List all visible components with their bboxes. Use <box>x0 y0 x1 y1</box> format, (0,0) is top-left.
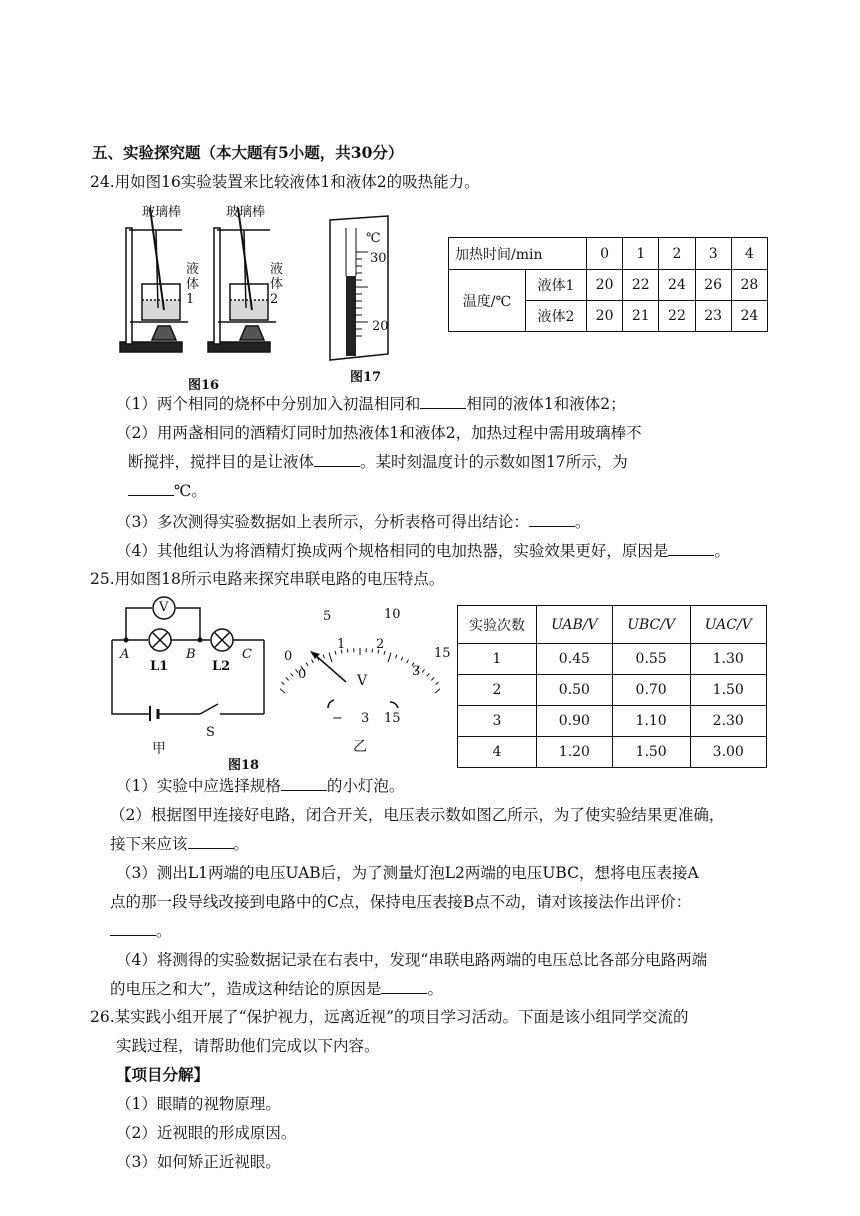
rod-label-1: 玻璃棒 <box>142 205 182 220</box>
table-cell: 1.20 <box>537 737 613 768</box>
q25-p2-text-c: 。 <box>233 835 250 853</box>
col-header: UBC/V <box>612 606 690 644</box>
q24-p4 <box>116 540 730 562</box>
apparatus-2 <box>208 208 276 352</box>
table-cell: 3.00 <box>690 737 766 768</box>
voltmeter-symbol: V <box>159 600 169 615</box>
table-cell: 4 <box>458 737 537 768</box>
q24-p2-text-d: ℃。 <box>174 482 207 500</box>
dial-bottom-2: 2 <box>376 637 385 652</box>
table-cell: 2.30 <box>690 706 766 737</box>
dial-tick <box>388 653 391 663</box>
answer-blank[interactable] <box>188 834 234 849</box>
q25-data-table <box>457 605 767 768</box>
table-cell: 26 <box>695 270 731 301</box>
table-row <box>458 737 767 768</box>
answer-blank[interactable] <box>420 394 466 409</box>
dial-bottom-0: 0 <box>298 667 307 682</box>
col-header: UAC/V <box>690 606 766 644</box>
dial-tick <box>407 659 409 663</box>
table-cell: 1.50 <box>612 737 690 768</box>
q24-p4-text-a: （4）其他组认为将酒精灯换成两个规格相同的电加热器，实验效果更好，原因是 <box>116 542 669 560</box>
answer-blank[interactable] <box>281 776 327 791</box>
terminal-15: 15 <box>384 711 401 726</box>
table-cell: 1.30 <box>690 644 766 675</box>
q24-p2-line1: （2）用两盏相同的酒精灯同时加热液体1和液体2，加热过程中需用玻璃棒不 <box>116 424 642 442</box>
q26-stem-line2: 实践过程，请帮助他们完成以下内容。 <box>116 1037 380 1055</box>
table-cell: 0.70 <box>612 675 690 706</box>
dial-bottom-3: 3 <box>412 664 421 679</box>
q25-p3-line1: （3）测出L1两端的电压UAB后，为了测量灯泡L2两端的电压UBC，想将电压表接A <box>116 864 699 882</box>
rod-label-2: 玻璃棒 <box>226 205 266 220</box>
table-row <box>458 675 767 706</box>
q26-stem-line1: 26.某实践小组开展了“保护视力，远离近视”的项目学习活动。下面是该小组同学交流的 <box>90 1008 689 1026</box>
fig16-caption: 图16 <box>188 378 220 393</box>
q24-stem: 24.用如图16实验装置来比较液体1和液体2的吸热能力。 <box>90 173 480 191</box>
dial-top-0: 0 <box>284 649 293 664</box>
dial-tick <box>306 662 308 665</box>
table-cell: 0.90 <box>537 706 613 737</box>
q25-p1-text-b: 的小灯泡。 <box>326 777 405 795</box>
dial-unit: V <box>357 673 368 689</box>
table-cell: 23 <box>695 301 731 332</box>
node-b: B <box>186 647 196 662</box>
q25-p2-line1: （2）根据图甲连接好电路，闭合开关，电压表示数如图乙所示，为了使实验结果更准确， <box>110 806 725 824</box>
table-cell: 1.10 <box>612 706 690 737</box>
table-cell: 1 <box>458 644 537 675</box>
time-header: 加热时间/min <box>449 238 587 270</box>
q25-stem: 25.用如图18所示电路来探究串联电路的电压特点。 <box>90 570 445 588</box>
q24-p2-text-c: 。某时刻温度计的示数如图17所示，为 <box>360 453 628 471</box>
dial-tick <box>396 655 397 659</box>
q25-p2-line2 <box>110 833 249 855</box>
switch-label: S <box>206 725 215 740</box>
answer-blank[interactable] <box>128 481 174 496</box>
lamp-l2-label: L2 <box>212 659 231 674</box>
dial-tick <box>335 651 336 655</box>
dial-tick <box>431 677 434 680</box>
dial-tick <box>401 657 403 661</box>
table-cell: 22 <box>659 301 695 332</box>
time-cell: 3 <box>695 238 731 270</box>
q25-p1 <box>116 775 404 797</box>
fig18-caption: 图18 <box>228 758 260 773</box>
table-cell: 0.55 <box>612 644 690 675</box>
q25-p4-text-c: 。 <box>427 980 443 998</box>
table-row <box>458 606 767 644</box>
figure-17-thermometer <box>326 214 396 362</box>
liquid1-label: 液体1 <box>186 262 200 307</box>
time-cell: 0 <box>587 238 623 270</box>
dial-top-15: 15 <box>434 646 451 661</box>
figure-16 <box>112 200 292 390</box>
q26-item: （3）如何矫正近视眼。 <box>116 1153 281 1171</box>
table-cell: 20 <box>587 301 623 332</box>
table-cell: 3 <box>458 706 537 737</box>
q24-p2-line3 <box>128 480 207 502</box>
section-title: 五、实验探究题（本大题有5小题，共30分） <box>92 143 404 162</box>
terminal-minus: − <box>332 711 343 726</box>
q24-p3 <box>116 511 590 533</box>
q25-p4-line2 <box>110 978 443 1000</box>
table-cell: 0.45 <box>537 644 613 675</box>
table-cell: 24 <box>731 301 767 332</box>
q25-p3-line3 <box>110 920 172 942</box>
temp-header: 温度/℃ <box>449 270 526 332</box>
dial-tick <box>435 687 440 693</box>
dial-tick <box>280 687 285 693</box>
dial-top-5: 5 <box>323 609 332 624</box>
row-name: 液体1 <box>526 270 587 301</box>
answer-blank[interactable] <box>668 541 714 556</box>
dial-tick <box>312 659 314 663</box>
lamp-l1-label: L1 <box>150 659 169 674</box>
q24-p4-text-b: 。 <box>714 542 730 560</box>
row-name: 液体2 <box>526 301 587 332</box>
dial-tick <box>436 682 439 685</box>
answer-blank[interactable] <box>110 921 156 936</box>
node-a: A <box>120 647 130 662</box>
dial-tick <box>329 653 332 663</box>
time-cell: 1 <box>623 238 659 270</box>
col-header: UAB/V <box>537 606 613 644</box>
therm-mark-30: 30 <box>370 251 387 266</box>
table-cell: 22 <box>623 270 659 301</box>
q25-p3-line2: 点的那一段导线改接到电路中的C点，保持电压表接B点不动，请对该接法作出评价： <box>110 893 692 911</box>
q24-p3-text-b: 。 <box>574 513 591 531</box>
answer-blank[interactable] <box>381 979 427 994</box>
table-row <box>449 270 768 301</box>
table-cell: 0.50 <box>537 675 613 706</box>
col-header: 实验次数 <box>458 606 537 644</box>
q26-item: （1）眼睛的视物原理。 <box>116 1095 281 1113</box>
q25-p1-text-a: （1）实验中应选择规格 <box>116 777 281 795</box>
table-row <box>458 706 767 737</box>
table-cell: 21 <box>623 301 659 332</box>
table-row <box>449 238 768 270</box>
answer-blank[interactable] <box>529 512 575 527</box>
liquid2-label: 液体2 <box>270 262 284 307</box>
table-cell: 28 <box>731 270 767 301</box>
fig17-caption: 图17 <box>350 370 382 385</box>
dial-tick <box>323 655 324 659</box>
dial-tick <box>281 682 284 685</box>
q24-data-table <box>448 237 768 332</box>
dial-tick <box>291 673 294 676</box>
q24-p3-text-a: （3）多次测得实验数据如上表所示，分析表格可得出结论： <box>116 513 529 531</box>
dial-top-10: 10 <box>384 607 401 622</box>
time-cell: 2 <box>659 238 695 270</box>
apparatus-1 <box>120 208 188 352</box>
q24-p1-text-a: （1）两个相同的烧杯中分别加入初温相同和 <box>116 395 421 413</box>
dial-tick <box>427 673 430 676</box>
meter-label: 乙 <box>353 739 367 755</box>
q24-p1-text-b: 相同的液体1和液体2； <box>466 395 626 413</box>
node-c: C <box>242 647 252 662</box>
therm-unit: ℃ <box>366 231 381 246</box>
circuit-label: 甲 <box>152 741 166 757</box>
q26-heading: 【项目分解】 <box>116 1065 210 1084</box>
q24-p2-text-b: 断搅拌，搅拌目的是让液体 <box>128 453 315 471</box>
q25-p2-text-b: 接下来应该 <box>110 835 188 853</box>
q25-p3-text-c: 。 <box>156 922 172 940</box>
dial-tick <box>286 677 289 680</box>
q25-p4-text-b: 的电压之和大”，造成这种结论的原因是 <box>110 980 382 998</box>
q26-item: （2）近视眼的形成原因。 <box>116 1124 297 1142</box>
table-cell: 2 <box>458 675 537 706</box>
dial-bottom-1: 1 <box>337 637 346 652</box>
time-cell: 4 <box>731 238 767 270</box>
answer-blank[interactable] <box>314 452 360 467</box>
q25-p4-line1: （4）将测得的实验数据记录在右表中，发现“串联电路两端的电压总比各部分电路两端 <box>116 951 708 969</box>
table-cell: 24 <box>659 270 695 301</box>
terminal-3: 3 <box>361 711 370 726</box>
dial-tick <box>422 669 424 672</box>
therm-mark-20: 20 <box>372 319 389 334</box>
q24-p2-line2 <box>128 451 628 473</box>
table-row <box>458 644 767 675</box>
q24-p1 <box>116 393 626 415</box>
table-cell: 20 <box>587 270 623 301</box>
table-cell: 1.50 <box>690 675 766 706</box>
